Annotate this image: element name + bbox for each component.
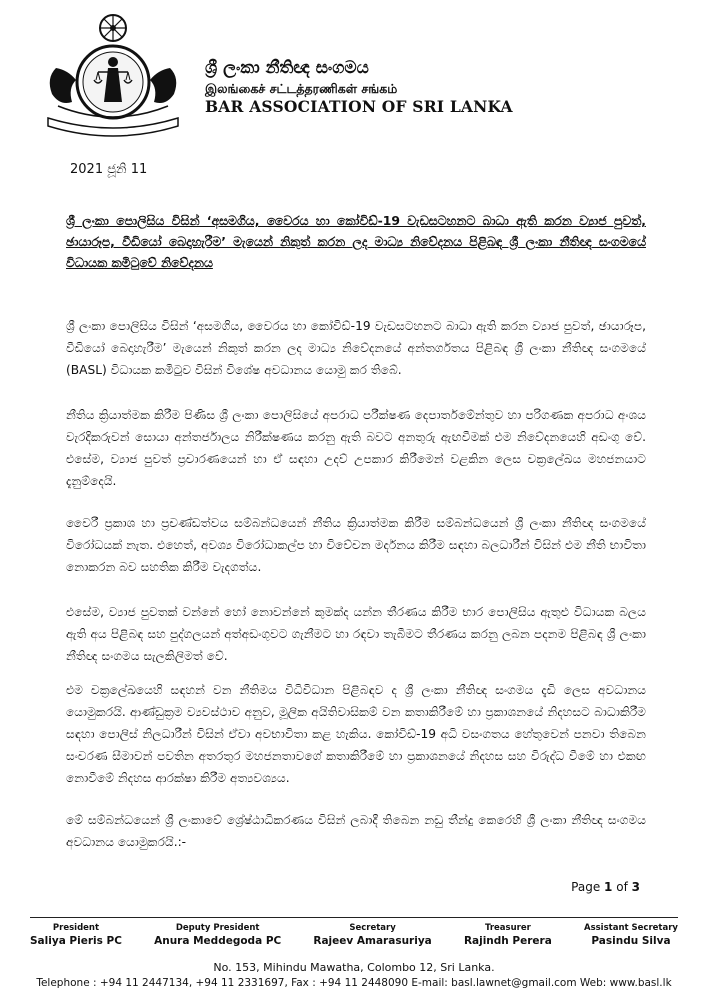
paragraph: වෛරී ප්‍රකාශ හා ප්‍රචණ්ඩත්වය සම්බන්ධයෙන් නීතිය ක්‍රියාත්මක කිරීම සම්බන්ධයෙන් ශ්‍රී ලංකා නීතිඥ සංගමයේ විරෝධයක් නැත. එහෙත්, අවශ්‍ය විරෝධාකල්ප හා විවේචන මර්දනය කිරීම සඳහා බලධාරීන් විසින් එම නීති භාවිතා නොකරන බව සහතික කිරීම වැදගත්ය.: [66, 516, 646, 574]
officer-president: [30, 922, 122, 948]
paragraph: නීතිය ක්‍රියාත්මක කිරීම පිණිස ශ්‍රී ලංකා පොලිසියේ අපරාධ පරීක්ෂණ දෙපාර්තමේන්තුව හා පරිගණක අපරාධ අංශය වැරදිකරුවන් සොයා අන්තර්ජාලය නිරීක්ෂණය කරනු ඇති බවට අනතුරු ඇඟවීමක් එම නිවේදනයෙහි අඩංගු වේ. එසේම, ව්‍යාජ පුවත් ප්‍රචාරණයෙන් හා ඒ සඳහා උදව් උපකාර කිරීමෙන් වළකින ලෙස චක්‍රලේඛය මහජනයාට දැනුම්දෙයි.: [66, 408, 646, 488]
footer-address: No. 153, Mihindu Mawatha, Colombo 12, Sri Lanka.: [213, 961, 495, 974]
officer-assistant-secretary: [584, 922, 678, 948]
page-of: of: [616, 880, 628, 894]
officer-secretary: [313, 922, 431, 948]
letter-date: 2021 ජූනි 11: [70, 162, 148, 177]
officer-name: Rajeev Amarasuriya: [313, 935, 432, 947]
officers-footer: [30, 917, 678, 948]
org-name-tamil: இலங்கைச் சட்டத்தரணிகள் சங்கம்: [205, 81, 398, 96]
officer-treasurer: [464, 922, 552, 948]
bar-association-emblem: [38, 10, 188, 140]
officer-role: Deputy President: [175, 923, 260, 933]
statement-title: ශ්‍රී ලංකා පොලිසිය විසින් ‘අසමගිය, වෛරය හා කෝවිඩ්-19 වැඩසටහනට බාධා ඇති කරන ව්‍යාජ පුවත්, ඡායාරූප, වීඩියෝ බෙදාහැරීම’ මැයෙන් නිකුත් කරන ලද මාධ්‍ය නිවේදනය පිළිබඳ ශ්‍රී ලංකා නීතිඥ සංගමයේ විධායක කමිටුවේ නිවේදනය: [66, 213, 646, 270]
org-name-english: BAR ASSOCIATION OF SRI LANKA: [205, 97, 513, 116]
page-number: [571, 880, 640, 894]
officer-name: Anura Meddegoda PC: [154, 935, 282, 947]
paragraph: එම චක්‍රලේඛයෙහි සඳහන් වන නීතිමය විධිවිධාන පිළිබඳව ද ශ්‍රී ලංකා නීතිඥ සංගමය දැඩි ලෙස අවධානය යොමුකරයි. ආණ්ඩුක්‍රම ව්‍යවස්ථාව අනුව, මූලික අයිතිවාසිකම් වන කතාකිරීමේ හා ප්‍රකාශනයේ නිදහසට බාධාකිරීම සඳහා පොලිස් නිලධාරීන් විසින් ඒවා අවභාවිතා කළ හැකිය. කෝවිඩ්-19 අධි වසංගතය හේතුවෙන් පනවා තිබෙන සංචරණ සීමාවන් පවතින අතරතුර මහජනතාවගේ කතාකිරීමේ හා ප්‍රකාශනයේ නිදහස සහ විරුද්ධ වීමේ හා එකඟ නොවීමේ නිදහස ආරක්ෂා කිරීම අත්‍යවශ්‍යය.: [66, 683, 646, 785]
officer-role: Secretary: [349, 923, 396, 933]
footer-contacts: Telephone : +94 11 2447134, +94 11 2331697, Fax : +94 11 2448090 E-mail: basl.lawnet@gmail.com Web: www.basl.lk: [36, 977, 672, 989]
page-label: Page: [571, 880, 601, 894]
officer-name: Rajindh Perera: [463, 935, 552, 947]
officer-role: President: [52, 923, 100, 933]
paragraph: මේ සම්බන්ධයෙන් ශ්‍රී ලංකාවේ ශ්‍රේෂ්ඨාධිකරණය විසින් ලබාදී තිබෙන නඩු තීන්දු කෙරෙහි ශ්‍රී ලංකා නීතිඥ සංගමය අවධානය යොමුකරයි.:-: [66, 813, 646, 849]
officer-name: Pasindu Silva: [591, 935, 671, 947]
page-total: 3: [631, 880, 640, 894]
officer-role: Assistant Secretary: [583, 923, 678, 933]
paragraph: ශ්‍රී ලංකා පොලිසිය විසින් ‘අසමගිය, වෛරය හා කෝවිඩ්-19 වැඩසටහනට බාධා ඇති කරන ව්‍යාජ පුවත්, ඡායාරූප, වීඩියෝ බෙදාහැරීම’ මැයෙන් නිකුත් කරන ලද මාධ්‍ය නිවේදනයේ අන්තර්ගතය පිළිබඳ ශ්‍රී ලංකා නීතිඥ සංගමයේ (BASL) විධායක කමිටුව විසින් විශේෂ අවධානය යොමු කර තිබේ.: [66, 319, 646, 377]
officer-deputy-president: [154, 922, 281, 948]
organization-heading: [205, 58, 513, 116]
org-name-sinhala: ශ්‍රී ලංකා නීතිඥ සංගමය: [205, 58, 369, 78]
page-current: 1: [604, 880, 613, 894]
officer-role: Treasurer: [484, 923, 531, 933]
officer-name: Saliya Pieris PC: [30, 935, 122, 947]
paragraph: එසේම, ව්‍යාජ පුවතක් වන්නේ හෝ නොවන්නේ කුමක්ද යන්න තීරණය කිරීම භාර පොලිසිය ඇතුළු විධායක බලය ඇති අය පිළිබඳ සහ පුද්ගලයන් අත්අඩංගුවට ගැනීමට හා රඳවා තැබීමට තීරණය කරනු ලබන පදනම පිළිබඳ ශ්‍රී ලංකා නීතිඥ සංගමය සැලකිලිමත් වේ.: [66, 605, 646, 663]
